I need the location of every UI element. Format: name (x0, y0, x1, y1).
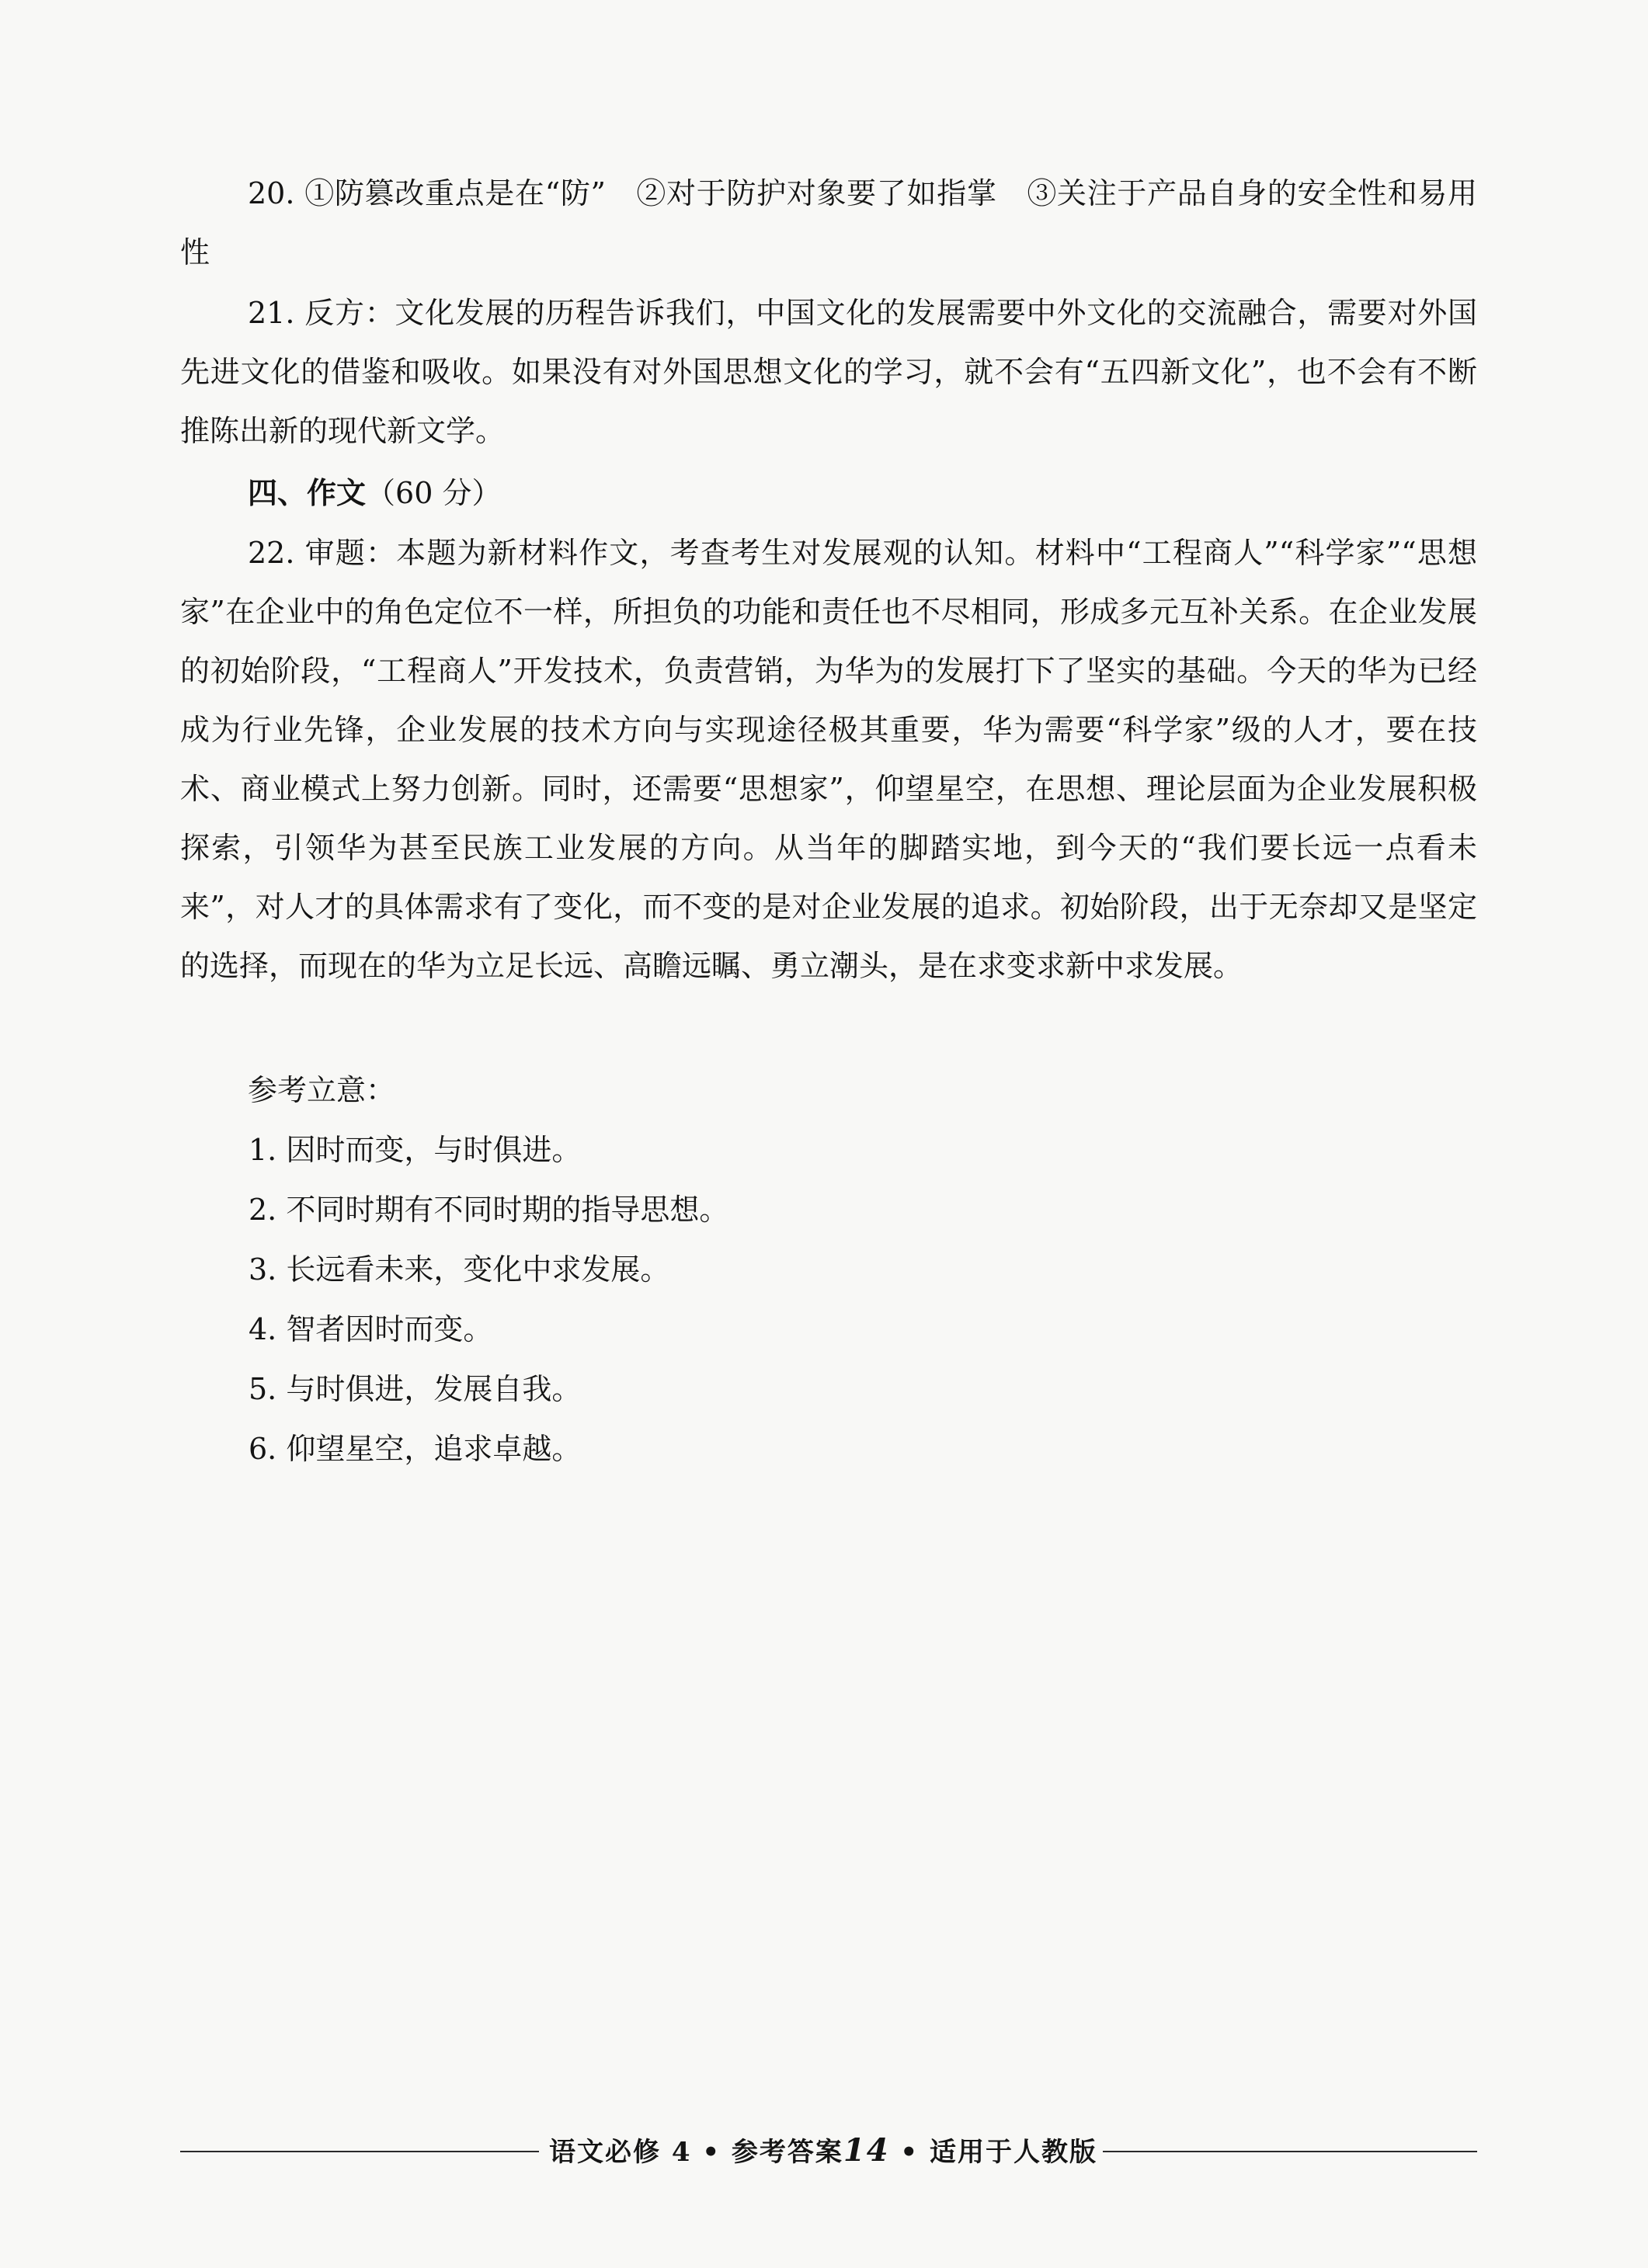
reference-idea: 3. 长远看未来，变化中求发展。 (249, 1252, 670, 1287)
answer-21: 21. 反方：文化发展的历程告诉我们，中国文化的发展需要中外文化的交流融合，需要对外国先进文化的借鉴和吸收。如果没有对外国思想文化的学习，就不会有“五四新文化”，也不会有不断推陈出新的现代新文学。 (180, 296, 1477, 448)
reference-idea: 5. 与时俱进，发展自我。 (249, 1372, 582, 1406)
answer-20: 20. ①防篡改重点是在“防” ②对于防护对象要了如指掌 ③关注于产品自身的安全性和易用性 (180, 176, 1477, 269)
answer-22-analysis: 22. 审题：本题为新材料作文，考查考生对发展观的认知。材料中“工程商人”“科学家”“思想家”在企业中的角色定位不一样，所担负的功能和责任也不尽相同，形成多元互补关系。在企业发展的初始阶段，“工程商人”开发技术，负责营销，为华为的发展打下了坚实的基础。今天的华为已经成为行业先锋，企业发展的技术方向与实现途径极其重要，华为需要“科学家”级的人才，要在技术、商业模式上努力创新。同时，还需要“思想家”，仰望星空，在思想、理论层面为企业发展积极探索，引领华为甚至民族工业发展的方向。从当年的脚踏实地，到今天的“我们要长远一点看未来”，对人才的具体需求有了变化，而不变的是对企业发展的追求。初始阶段，出于无奈却又是坚定的选择，而现在的华为立足长远、高瞻远瞩、勇立潮头，是在求变求新中求发展。 (180, 536, 1477, 983)
section-title: 四、作文 (248, 475, 367, 510)
footer-rule-left (180, 2151, 539, 2152)
footer-page-number: 14 (843, 2132, 890, 2169)
reference-idea: 6. 仰望星空，追求卓越。 (249, 1432, 582, 1466)
reference-idea: 1. 因时而变，与时俱进。 (249, 1133, 582, 1167)
reference-ideas-label: 参考立意： (248, 1073, 396, 1107)
footer-label (549, 2131, 1097, 2172)
footer-rule-right (1103, 2151, 1477, 2152)
footer-suffix: • 适用于人教版 (889, 2137, 1097, 2168)
footer-prefix: 语文必修 4 • 参考答案 (549, 2137, 843, 2168)
reference-idea: 2. 不同时期有不同时期的指导思想。 (249, 1193, 729, 1227)
section-heading-essay (180, 464, 1477, 523)
section-score: （60 分） (366, 476, 502, 510)
reference-idea: 4. 智者因时而变。 (249, 1312, 493, 1346)
